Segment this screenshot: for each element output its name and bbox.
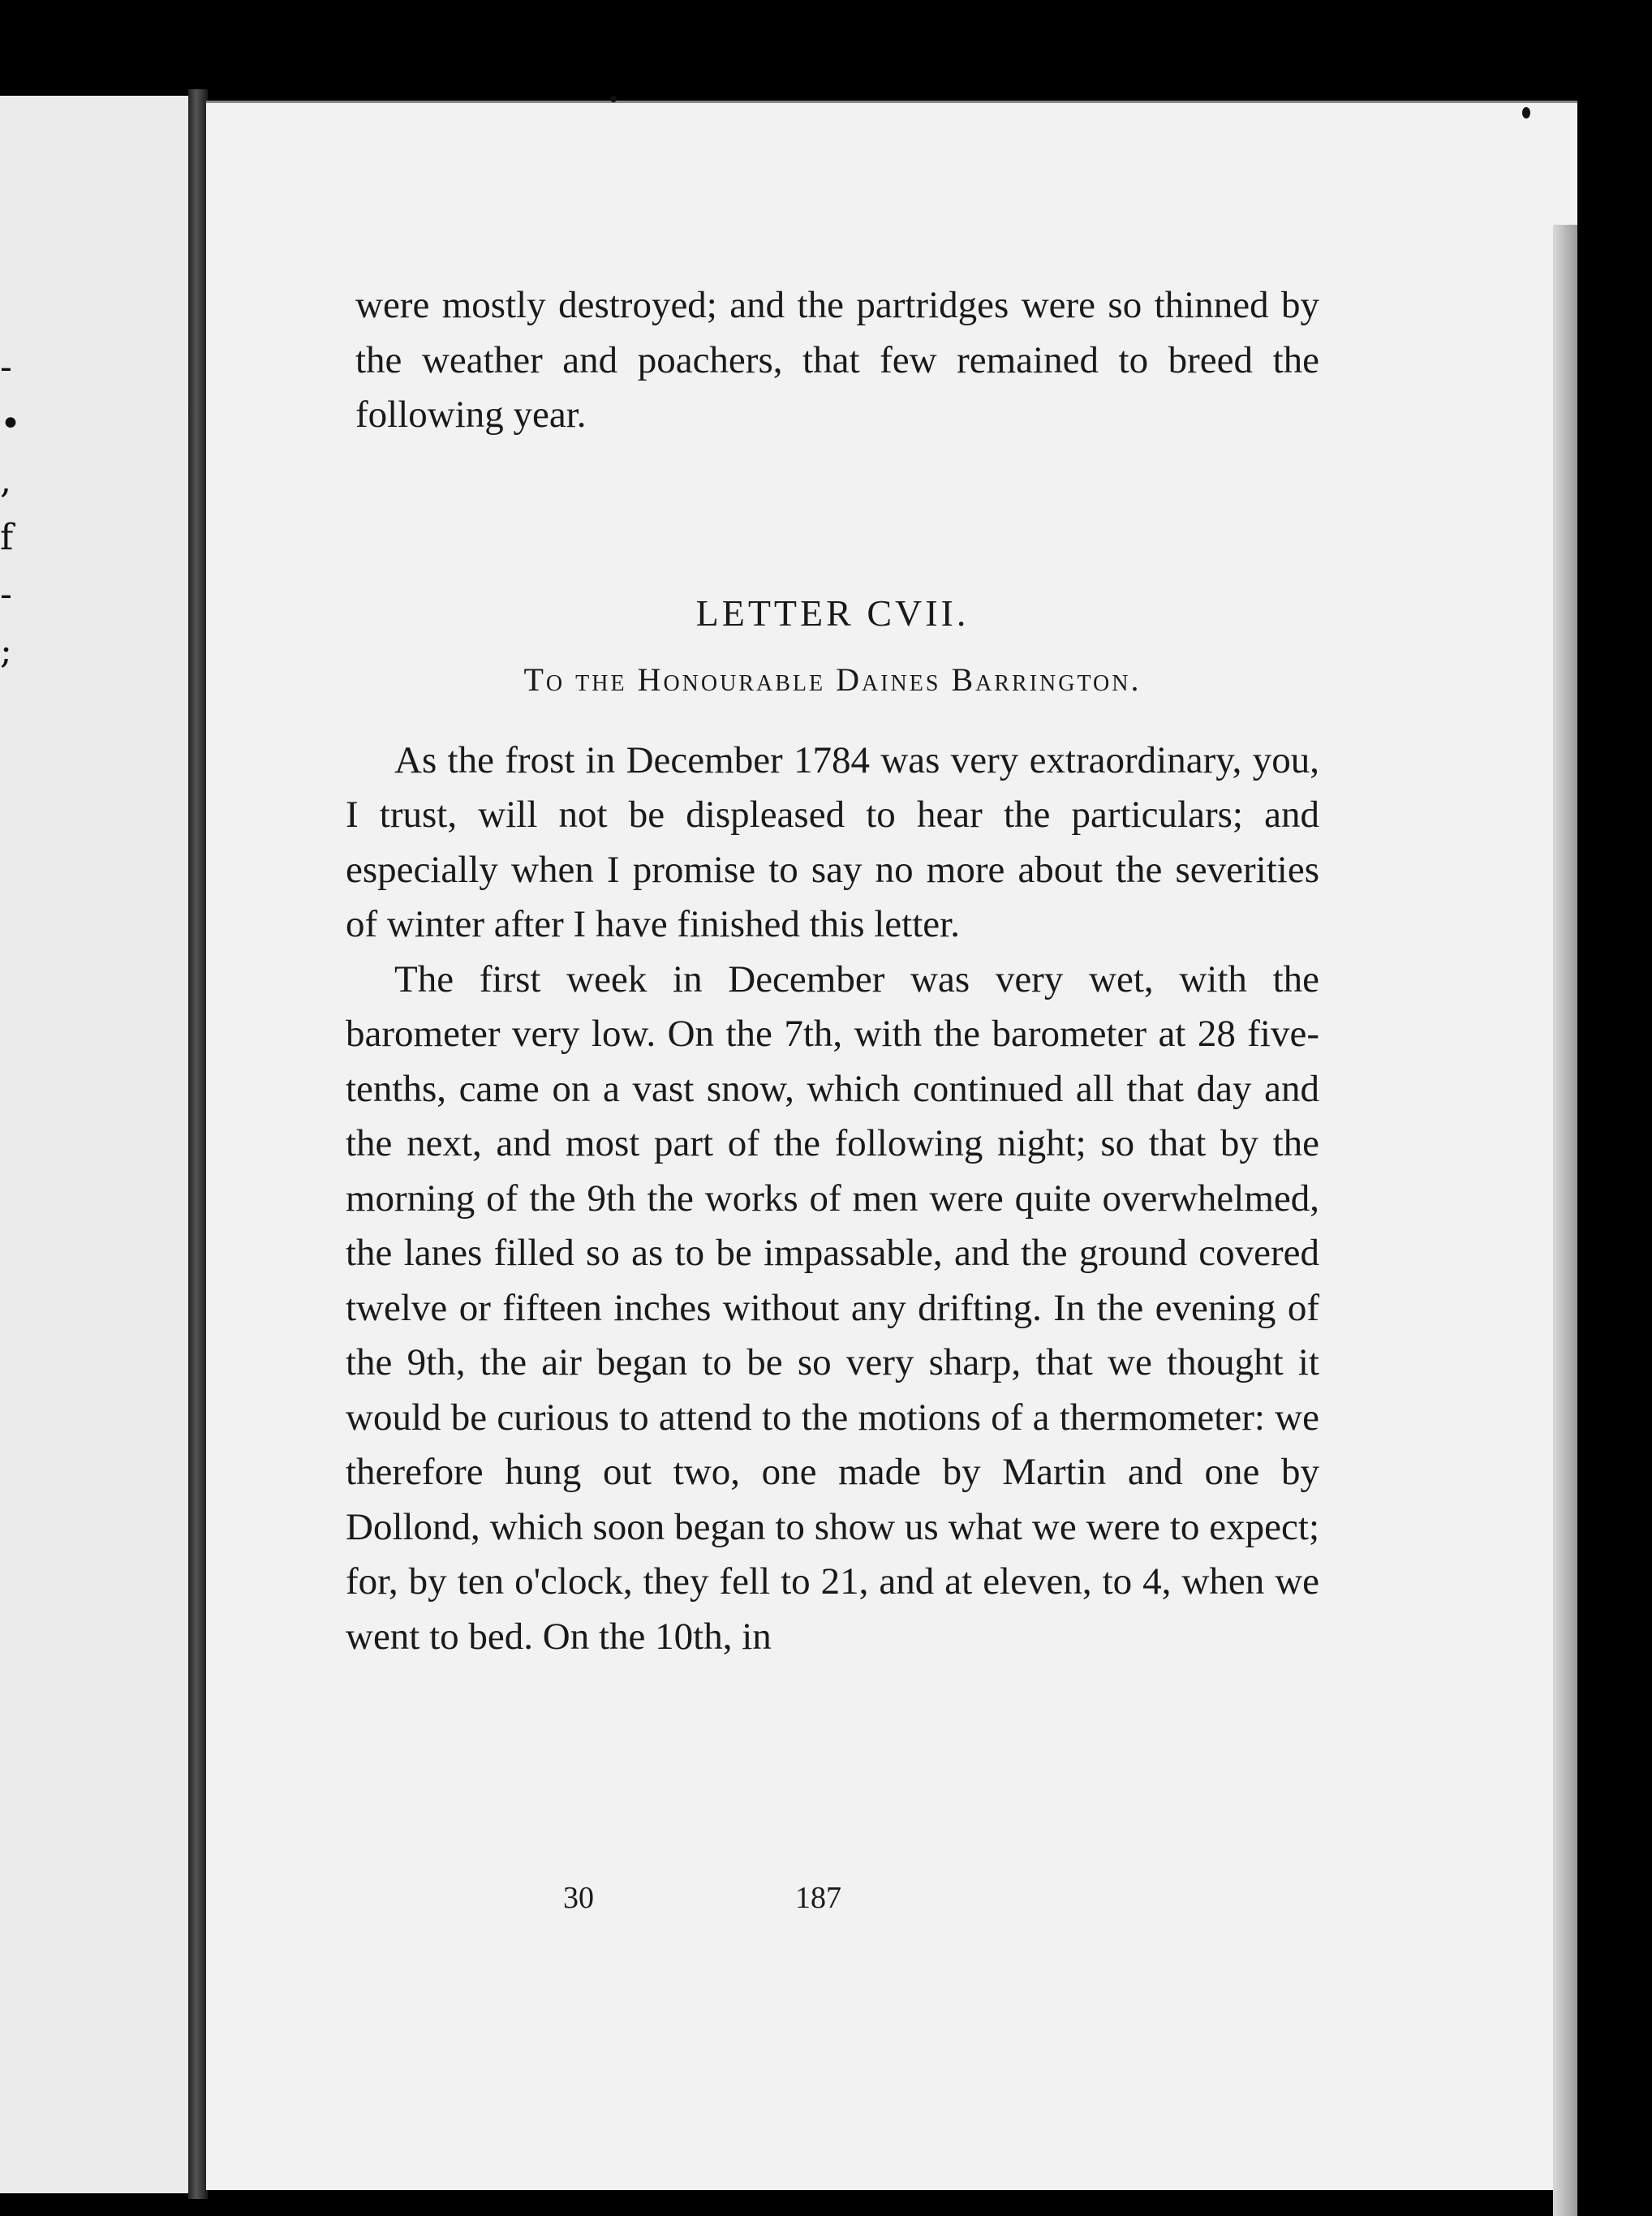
scan-speck	[1522, 107, 1530, 118]
letter-paragraph: As the frost in December 1784 was very extraordinary, you, I trust, will not be displeased to hear the particulars; and especially when I promise to say no more about the severities of winter after I have finished this letter.	[346, 738, 1319, 945]
page-number: 187	[795, 1881, 841, 1915]
margin-mark: ,	[0, 460, 11, 501]
margin-mark: •	[0, 403, 21, 445]
letter-addressee: To the Honourable Daines Barrington.	[523, 660, 1142, 698]
letter-paragraph: The first week in December was very wet, with the barometer very low. On the 7th, with the barometer at 28 five-tenths, came on a vast snow, which continued all that day and the next, and most part of the following night; so that by the morning of the 9th the works of men were quite overwhelmed, the lanes filled so as to be impassable, and the ground covered twelve or fifteen inches without any drifting. In the evening of the 9th, the air began to be so very sharp, that we thought it would be curious to attend to the motions of a thermometer: we therefore hung out two, one made by Martin and one by Dollond, which soon began to show us what we were to expect; for, by ten o'clock, they fell to 21, and at eleven, to 4, when we went to bed. On the 10th, in	[346, 957, 1319, 1658]
margin-mark: f	[0, 517, 14, 558]
margin-mark: -	[0, 574, 12, 615]
letter-heading: LETTER CVII.	[695, 592, 970, 634]
continuation-paragraph: were mostly destroyed; and the partridges were so thinned by the weather and poachers, that few remained to breed the following year.	[355, 284, 1319, 436]
text-column	[346, 278, 1319, 1664]
signature-mark: 30	[563, 1881, 594, 1915]
book-page	[206, 101, 1577, 2190]
scan-speck	[610, 96, 617, 102]
book-gutter	[188, 89, 208, 2199]
previous-page-margin-marks	[0, 339, 32, 680]
margin-mark: -	[0, 346, 12, 388]
page-edge-shadow	[1553, 225, 1577, 2216]
previous-page-edge	[0, 96, 193, 2193]
margin-mark: ;	[0, 630, 12, 672]
